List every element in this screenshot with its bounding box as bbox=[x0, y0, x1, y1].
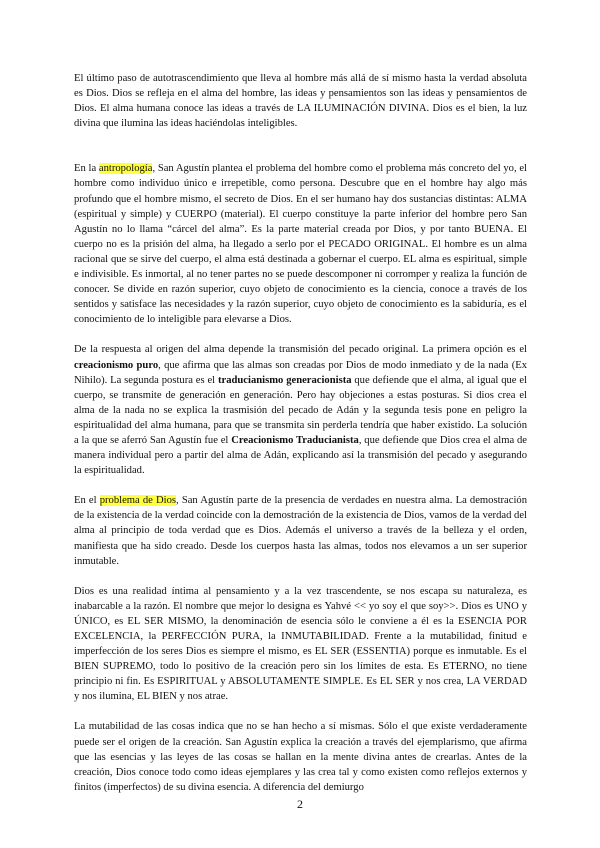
term-traducianismo-generacionista: traducianismo generacionista bbox=[218, 374, 352, 386]
document-body bbox=[74, 71, 527, 810]
page-number: 2 bbox=[297, 797, 303, 811]
paragraph-creacion: La mutabilidad de las cosas indica que no se han hecho a sí mismas. Sólo el que existe verdaderamente puede ser el origen de la creación. San Agustín explica la creación a través del ejemplarismo, que afirma que las esencias y las leyes de las cosas se hallan en la mente divina antes de crearlas. Antes de la creación, Dios conoce todo como ideas ejemplares y las crea tal y como existen como reflejos externos y finitos (imperfectos) de su divina esencia. A diferencia del demiurgo bbox=[74, 721, 527, 793]
term-creacionismo-traducianista: Creacionismo Traducianista bbox=[231, 434, 359, 446]
term-creacionismo-puro: creacionismo puro bbox=[74, 359, 159, 371]
highlight-problema-de-dios: problema de Dios bbox=[99, 495, 177, 507]
paragraph-problema-dios: En el problema de Dios, San Agustín parte de la presencia de verdades en nuestra alma. La demostración de la existencia de la verdad coincide con la demostración de la existencia de Dios, vamos de la verdad del alma al principio de toda verdad que es Dios. Además el universo a través de la belleza y el orden, manifiesta que ha sido creado. Desde los cuerpos hasta las almas, todos nos elevamos a un ser superior inmutable. bbox=[74, 495, 527, 567]
paragraph-antropologia: En la antropología, San Agustín plantea el problema del hombre como el problema más concreto del yo, el hombre como individuo único e irrepetible, como persona. Descubre que en el hombre hay algo más profundo que el hombre mismo, el secreto de Dios. En el ser humano hay dos sustancias distintas: ALMA (espiritual y simple) y CUERPO (material). El cuerpo constituye la parte inferior del hombre pero San Agustín no lo llama “cárcel del alma”. Es la parte material creada por Dios, y por tanto BUENA. El cuerpo no es la prisión del alma, ha llegado a serlo por el PECADO ORIGINAL. El hombre es un alma racional que se sirve del cuerpo, el alma está destinada a gobernar el cuerpo. EL alma es espiritual, simple e indivisible. Es inmortal, al no tener partes no se puede descomponer ni corromper y realiza la función de conocer. Se divide en razón superior, cuyo objeto de conocimiento es la ciencia, conoce a través de los sentidos y satisface las necesidades y la razón superior, cuyo objeto de conocimiento es la sabiduría, es el conocimiento de lo inteligible para elevarse a Dios. bbox=[74, 163, 527, 326]
highlight-antropologia: antropología bbox=[98, 163, 153, 175]
paragraph-origen-alma: De la respuesta al origen del alma depende la transmisión del pecado original. La primera opción es el creacionismo puro, que afirma que las almas son creadas por Dios de modo inmediato y de la nada (Ex Nihilo). La segunda postura es el traducianismo generacionista que defiende que el alma, al igual que el cuerpo, se transmite de generación en generación. Pero hay objeciones a estas posturas. Si dios crea el alma de la nada no se explica la trasmisión del pecado de Adán y la segunda tesis pone en peligro la espiritualidad del alma humana, para que se transmita sin perderla tendría que haber existido. La solución a la que se aferró San Agustín fue el Creacionismo Traducianista, que defiende que Dios crea el alma de manera individual pero a partir del alma de Adán, explicando así la transmisión del pecado y asegurando la espiritualidad. bbox=[74, 344, 528, 477]
paragraph-naturaleza-dios: Dios es una realidad íntima al pensamiento y a la vez trascendente, se nos escapa su naturaleza, es inabarcable a la razón. El nombre que mejor lo designa es Yahvé << yo soy el que soy>>. Dios es UNO y ÚNICO, es EL SER MISMO, la denominación de esencia sólo le conviene a él es la ESENCIA POR EXCELENCIA, la PERFECCIÓN PURA, la INMUTABILIDAD. Frente a la mutabilidad, finitud e imperfección de los seres Dios es siempre el mismo, es EL SER (ESSENTIA) porque es inmutable. Es el BIEN SUPREMO, todo lo positivo de la creación pero sin los límites de esta. Es ETERNO, no tiene principio ni fin. Es ESPIRITUAL y ABSOLUTAMENTE SIMPLE. Es EL SER y nos crea, LA VERDAD y nos ilumina, EL BIEN y nos atrae. bbox=[74, 585, 527, 703]
paragraph-iluminacion: El último paso de autotrascendimiento que lleva al hombre más allá de sí mismo hasta la verdad absoluta es Dios. Dios se refleja en el alma del hombre, las ideas y pensamientos son las ideas y pensamientos de Dios. El alma humana conoce las ideas a través de LA ILUMINACIÓN DIVINA. Dios es el bien, la luz divina que ilumina las ideas haciéndolas inteligibles. bbox=[74, 73, 527, 130]
